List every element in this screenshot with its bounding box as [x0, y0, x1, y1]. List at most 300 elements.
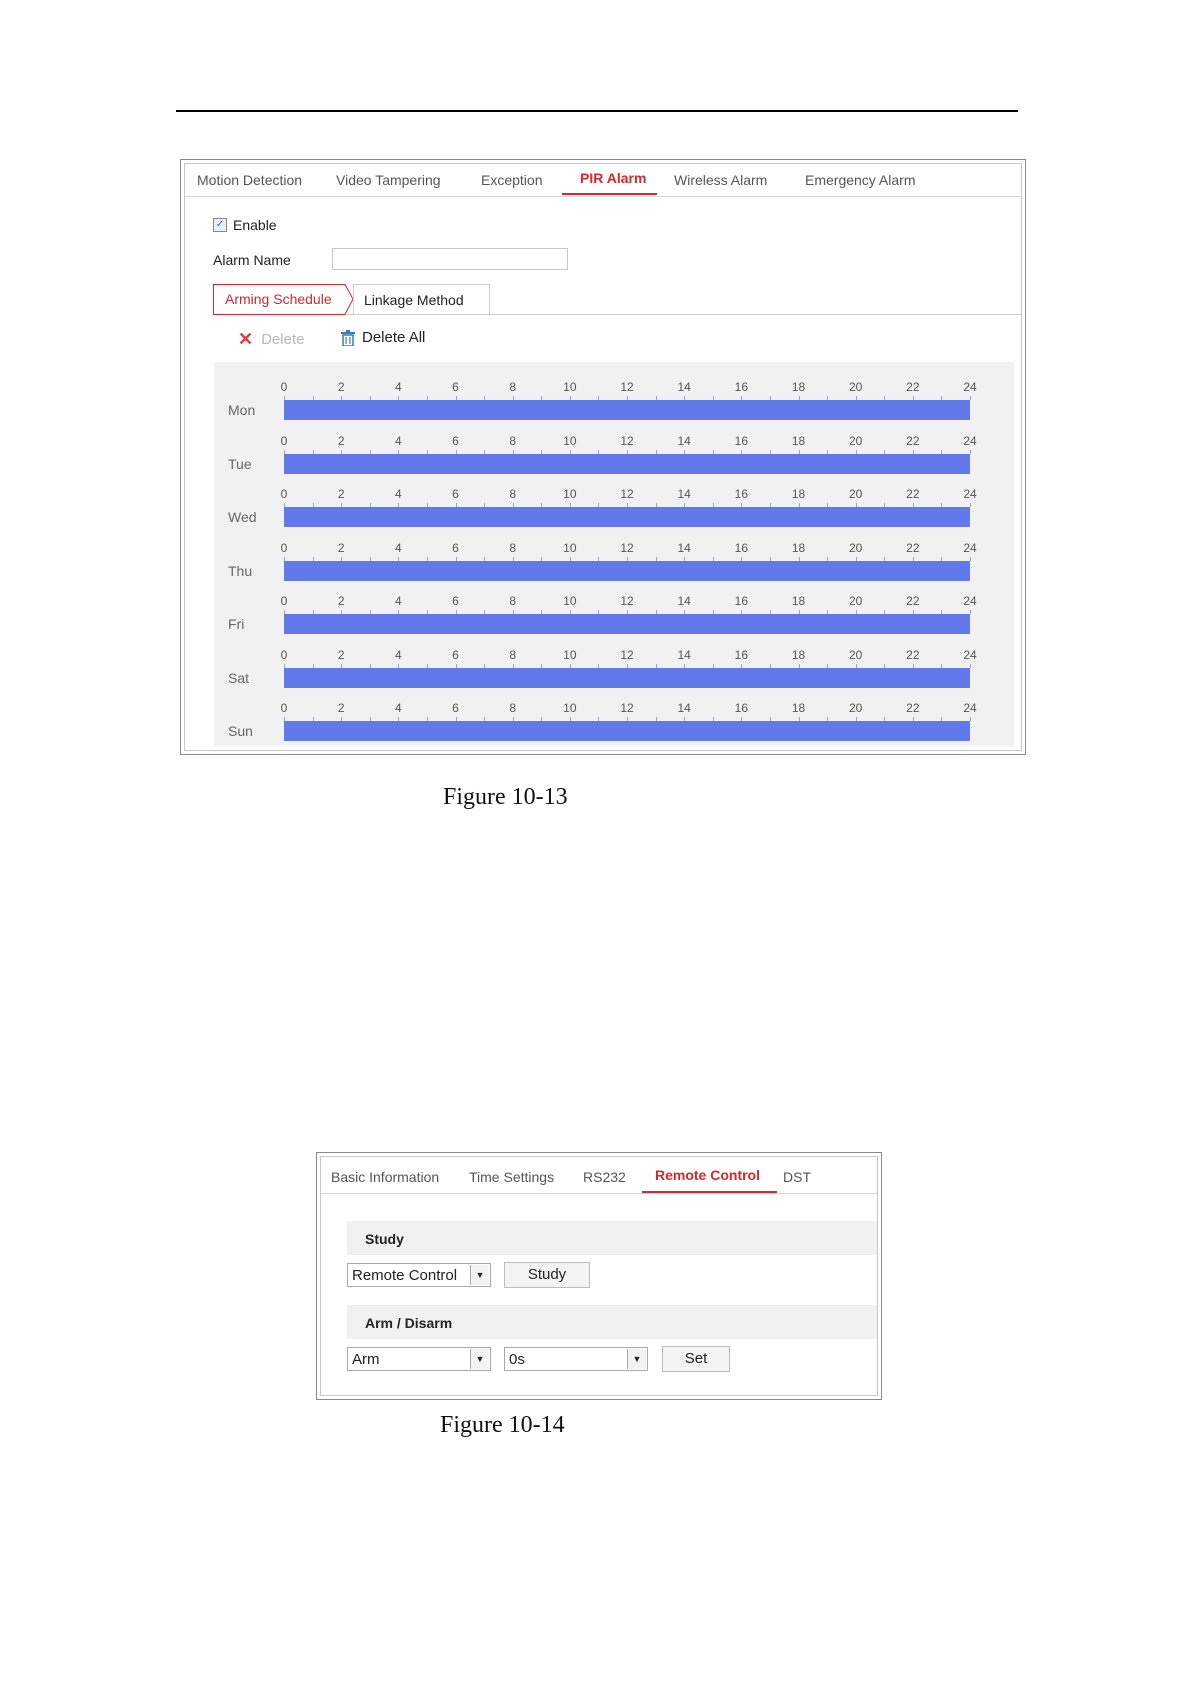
- hour-tick-mark: [856, 610, 857, 614]
- hour-tick-mark: [856, 503, 857, 507]
- hour-tick-mark: [398, 396, 399, 400]
- hour-tick-mark: [941, 503, 942, 507]
- active-tab-underline: [562, 193, 657, 195]
- hour-tick-mark: [799, 503, 800, 507]
- hour-tick-mark: [827, 503, 828, 507]
- hour-tick-label: 16: [734, 540, 749, 555]
- hour-tick-label: 22: [906, 380, 920, 394]
- study-button[interactable]: Study: [504, 1262, 590, 1288]
- hour-tick-mark: [827, 557, 828, 561]
- hour-tick-mark: [341, 610, 342, 614]
- remote-control-select[interactable]: [347, 1263, 491, 1287]
- hour-tick-mark: [656, 503, 657, 507]
- alarm-name-input[interactable]: [332, 248, 568, 270]
- hour-tick-mark: [827, 664, 828, 668]
- hour-tick-label: 6: [452, 540, 459, 555]
- hour-tick-label: 14: [677, 433, 691, 448]
- hour-tick-mark: [341, 503, 342, 507]
- hour-tick-label: 22: [906, 487, 920, 501]
- day-label: Mon: [228, 402, 256, 418]
- hour-tick-mark: [741, 450, 742, 454]
- hour-tick-label: 0: [280, 701, 288, 715]
- hour-tick-mark: [656, 664, 657, 668]
- hour-tick-label: 24: [963, 540, 977, 555]
- hour-tick-mark: [284, 557, 285, 561]
- hour-tick-mark: [770, 450, 771, 454]
- hour-tick-label: 2: [337, 540, 345, 555]
- arm-disarm-section-header: [347, 1305, 877, 1339]
- hour-tick-label: 2: [337, 487, 345, 501]
- hour-tick-mark: [598, 503, 599, 507]
- enable-row: [213, 217, 277, 233]
- hour-tick-mark: [541, 557, 542, 561]
- hour-tick-label: 12: [620, 380, 634, 394]
- hour-tick-mark: [284, 717, 285, 721]
- delete-all-label: Delete All: [362, 329, 426, 346]
- hour-tick-mark: [598, 717, 599, 721]
- hour-tick-label: 24: [963, 433, 977, 448]
- hour-tick-mark: [541, 503, 542, 507]
- hour-tick-mark: [398, 610, 399, 614]
- hour-tick-mark: [770, 557, 771, 561]
- hour-tick-mark: [570, 450, 571, 454]
- hour-tick-mark: [427, 664, 428, 668]
- hour-tick-label: 8: [509, 540, 516, 555]
- hour-tick-mark: [884, 557, 885, 561]
- hour-tick-mark: [341, 396, 342, 400]
- hour-tick-label: 10: [563, 487, 577, 501]
- hour-tick-mark: [884, 396, 885, 400]
- hour-tick-mark: [627, 396, 628, 400]
- arm-select[interactable]: [347, 1347, 491, 1371]
- hour-tick-mark: [398, 557, 399, 561]
- hour-tick-label: 0: [280, 647, 288, 662]
- hour-tick-mark: [913, 717, 914, 721]
- hour-tick-label: 0: [280, 594, 288, 608]
- delete-x-icon: ✕: [238, 329, 254, 349]
- hour-tick-label: 6: [452, 380, 459, 394]
- hour-tick-label: 4: [394, 701, 402, 715]
- hour-tick-mark: [941, 450, 942, 454]
- hour-tick-label: 24: [963, 701, 977, 715]
- tab-wireless-alarm[interactable]: Wireless Alarm: [674, 172, 768, 188]
- hour-tick-mark: [970, 717, 971, 721]
- hour-tick-label: 14: [677, 594, 691, 608]
- hour-tick-mark: [684, 450, 685, 454]
- hour-tick-mark: [856, 717, 857, 721]
- hour-tick-mark: [398, 717, 399, 721]
- hour-tick-mark: [856, 450, 857, 454]
- study-section-header: [347, 1221, 877, 1255]
- hour-tick-label: 24: [963, 647, 977, 662]
- hour-tick-label: 6: [452, 647, 459, 662]
- schedule-bar[interactable]: [284, 400, 970, 420]
- hour-tick-mark: [799, 396, 800, 400]
- hour-tick-mark: [856, 664, 857, 668]
- hour-tick-mark: [313, 557, 314, 561]
- hour-tick-mark: [770, 503, 771, 507]
- day-label: Sun: [228, 723, 253, 739]
- system-tabs: [321, 1157, 877, 1194]
- hour-tick-label: 12: [620, 487, 634, 501]
- hour-tick-mark: [370, 503, 371, 507]
- hour-tick-mark: [827, 717, 828, 721]
- trash-icon: [340, 330, 356, 346]
- hour-tick-mark: [598, 610, 599, 614]
- hour-tick-mark: [856, 396, 857, 400]
- hour-tick-label: 12: [620, 701, 634, 715]
- hour-tick-mark: [398, 503, 399, 507]
- tab-emergency-alarm[interactable]: Emergency Alarm: [805, 172, 916, 188]
- hour-tick-mark: [341, 664, 342, 668]
- hour-tick-label: 14: [677, 487, 691, 501]
- set-button[interactable]: Set: [662, 1346, 730, 1372]
- hour-tick-mark: [427, 557, 428, 561]
- hour-tick-mark: [884, 503, 885, 507]
- schedule-bar[interactable]: [284, 668, 970, 688]
- day-label: Thu: [228, 562, 253, 579]
- hour-tick-mark: [713, 610, 714, 614]
- hour-tick-mark: [598, 450, 599, 454]
- hour-tick-label: 2: [337, 647, 345, 662]
- hour-tick-label: 22: [906, 433, 920, 448]
- hour-tick-mark: [541, 450, 542, 454]
- hour-tick-mark: [970, 610, 971, 614]
- hour-tick-mark: [627, 717, 628, 721]
- hour-tick-mark: [684, 664, 685, 668]
- hour-tick-mark: [684, 717, 685, 721]
- hour-tick-mark: [799, 664, 800, 668]
- hour-tick-mark: [684, 396, 685, 400]
- hour-tick-mark: [370, 396, 371, 400]
- hour-tick-mark: [456, 664, 457, 668]
- hour-tick-mark: [713, 396, 714, 400]
- hour-tick-mark: [284, 610, 285, 614]
- hour-tick-mark: [799, 557, 800, 561]
- hour-tick-mark: [598, 557, 599, 561]
- figure-caption-10-14: Figure 10-14: [440, 1412, 565, 1438]
- hour-tick-mark: [427, 396, 428, 400]
- hour-tick-mark: [370, 557, 371, 561]
- hour-tick-mark: [456, 450, 457, 454]
- tab-basic-information[interactable]: Basic Information: [331, 1169, 440, 1185]
- schedule-bar[interactable]: [284, 561, 970, 581]
- tab-dst[interactable]: DST: [783, 1169, 811, 1185]
- hour-tick-mark: [541, 717, 542, 721]
- hour-tick-label: 20: [848, 487, 863, 501]
- hour-tick-mark: [456, 396, 457, 400]
- event-tabs: [185, 164, 1021, 197]
- hour-tick-label: 4: [394, 433, 402, 448]
- hour-tick-mark: [456, 610, 457, 614]
- hour-tick-mark: [541, 664, 542, 668]
- hour-tick-mark: [370, 450, 371, 454]
- hour-tick-mark: [941, 396, 942, 400]
- hour-tick-mark: [770, 610, 771, 614]
- hour-tick-mark: [370, 610, 371, 614]
- hour-tick-label: 8: [509, 380, 516, 394]
- hour-tick-mark: [684, 557, 685, 561]
- hour-tick-label: 16: [734, 647, 749, 662]
- hour-tick-mark: [456, 717, 457, 721]
- remote-control-screenshot: [316, 1152, 882, 1400]
- hour-tick-label: 18: [791, 487, 806, 501]
- hour-tick-mark: [341, 557, 342, 561]
- hour-tick-label: 18: [791, 433, 806, 448]
- hour-tick-label: 12: [620, 433, 634, 448]
- hour-tick-mark: [741, 717, 742, 721]
- hour-tick-mark: [713, 557, 714, 561]
- delete-button[interactable]: [238, 329, 304, 350]
- hour-tick-label: 20: [848, 380, 863, 394]
- remote-control-select-value: Remote Control: [352, 1267, 458, 1284]
- hour-tick-label: 22: [906, 540, 920, 555]
- hour-tick-label: 22: [906, 647, 920, 662]
- hour-tick-mark: [970, 396, 971, 400]
- hour-tick-label: 8: [509, 487, 516, 501]
- schedule-subtabs: [213, 284, 1021, 315]
- delay-select-value: 0s: [509, 1351, 525, 1368]
- hour-tick-mark: [656, 396, 657, 400]
- hour-tick-mark: [513, 396, 514, 400]
- hour-tick-mark: [341, 450, 342, 454]
- hour-tick-mark: [827, 450, 828, 454]
- hour-tick-mark: [941, 557, 942, 561]
- hour-tick-label: 18: [791, 540, 806, 555]
- hour-tick-mark: [741, 610, 742, 614]
- hour-tick-mark: [656, 557, 657, 561]
- hour-tick-mark: [741, 503, 742, 507]
- hour-tick-mark: [741, 664, 742, 668]
- hour-tick-mark: [541, 610, 542, 614]
- hour-tick-mark: [799, 717, 800, 721]
- schedule-bar[interactable]: [284, 614, 970, 634]
- schedule-bar[interactable]: [284, 454, 970, 474]
- active-tab-underline-2: [642, 1191, 777, 1193]
- tab-video-tampering[interactable]: Video Tampering: [336, 172, 441, 188]
- hour-tick-mark: [799, 450, 800, 454]
- hour-tick-mark: [370, 717, 371, 721]
- hour-tick-label: 2: [337, 594, 345, 608]
- hour-tick-mark: [513, 503, 514, 507]
- hour-tick-mark: [827, 396, 828, 400]
- hour-tick-label: 8: [509, 647, 516, 662]
- hour-tick-mark: [741, 396, 742, 400]
- hour-tick-label: 8: [509, 433, 516, 448]
- hour-tick-label: 0: [280, 380, 288, 394]
- hour-tick-mark: [313, 450, 314, 454]
- hour-tick-label: 8: [509, 594, 516, 608]
- day-label: Tue: [228, 455, 252, 472]
- hour-tick-label: 10: [563, 380, 577, 394]
- tab-rs232[interactable]: RS232: [583, 1169, 626, 1185]
- hour-tick-mark: [484, 450, 485, 454]
- hour-tick-mark: [313, 664, 314, 668]
- subtab-arming-label: Arming Schedule: [225, 291, 332, 307]
- hour-tick-mark: [770, 396, 771, 400]
- chevron-down-icon: ▼: [627, 1349, 646, 1369]
- schedule-bar[interactable]: [284, 507, 970, 527]
- hour-tick-label: 14: [677, 701, 691, 715]
- hour-tick-mark: [913, 503, 914, 507]
- hour-tick-label: 18: [791, 594, 806, 608]
- remote-control-panel: [320, 1156, 878, 1396]
- hour-tick-mark: [913, 610, 914, 614]
- hour-tick-label: 4: [394, 594, 402, 608]
- hour-tick-label: 6: [452, 701, 459, 715]
- hour-tick-mark: [970, 450, 971, 454]
- hour-tick-label: 8: [509, 701, 516, 715]
- hour-tick-mark: [370, 664, 371, 668]
- hour-tick-label: 18: [791, 647, 806, 662]
- alarm-name-label: Alarm Name: [213, 252, 291, 268]
- hour-tick-label: 14: [677, 647, 691, 662]
- weekly-schedule-grid[interactable]: [214, 362, 1014, 746]
- tab-remote-control[interactable]: Remote Control: [655, 1167, 760, 1183]
- hour-tick-mark: [484, 717, 485, 721]
- hour-tick-label: 18: [791, 380, 806, 394]
- hour-tick-mark: [284, 396, 285, 400]
- hour-tick-mark: [570, 503, 571, 507]
- hour-tick-label: 2: [337, 380, 345, 394]
- hour-tick-label: 4: [394, 487, 402, 501]
- tab-time-settings[interactable]: Time Settings: [469, 1169, 555, 1185]
- hour-tick-mark: [456, 503, 457, 507]
- hour-tick-label: 12: [620, 594, 634, 608]
- hour-tick-label: 16: [734, 594, 749, 608]
- chevron-down-icon: ▼: [470, 1349, 489, 1369]
- study-section-title: Study: [365, 1231, 404, 1247]
- subtab-linkage-method[interactable]: [353, 284, 490, 314]
- hour-tick-mark: [398, 664, 399, 668]
- hour-tick-mark: [570, 664, 571, 668]
- hour-tick-mark: [427, 717, 428, 721]
- hour-tick-mark: [398, 450, 399, 454]
- hour-tick-label: 12: [620, 647, 634, 662]
- hour-tick-mark: [513, 664, 514, 668]
- hour-tick-mark: [313, 610, 314, 614]
- hour-tick-mark: [541, 396, 542, 400]
- hour-tick-mark: [684, 503, 685, 507]
- hour-tick-mark: [427, 610, 428, 614]
- hour-tick-mark: [941, 610, 942, 614]
- hour-tick-label: 20: [848, 433, 863, 448]
- hour-tick-label: 16: [734, 487, 749, 501]
- hour-tick-mark: [484, 664, 485, 668]
- hour-tick-mark: [684, 610, 685, 614]
- hour-tick-mark: [770, 717, 771, 721]
- hour-tick-mark: [284, 503, 285, 507]
- hour-tick-mark: [598, 664, 599, 668]
- figure-caption-10-13: Figure 10-13: [443, 784, 568, 810]
- chevron-down-icon: ▼: [470, 1265, 489, 1285]
- hour-tick-label: 10: [563, 594, 577, 608]
- hour-tick-mark: [570, 610, 571, 614]
- hour-tick-label: 20: [848, 647, 863, 662]
- schedule-bar[interactable]: [284, 721, 970, 741]
- hour-tick-mark: [598, 396, 599, 400]
- hour-tick-mark: [770, 664, 771, 668]
- tab-exception[interactable]: Exception: [481, 172, 543, 188]
- hour-tick-mark: [513, 717, 514, 721]
- hour-tick-mark: [513, 557, 514, 561]
- hour-tick-label: 24: [963, 380, 977, 394]
- pir-alarm-panel: [184, 163, 1022, 751]
- hour-tick-mark: [627, 664, 628, 668]
- hour-tick-label: 6: [452, 487, 459, 501]
- hour-tick-label: 10: [563, 647, 577, 662]
- hour-tick-mark: [713, 717, 714, 721]
- hour-tick-mark: [913, 396, 914, 400]
- hour-tick-label: 18: [791, 701, 806, 715]
- hour-tick-mark: [484, 503, 485, 507]
- tab-pir-alarm[interactable]: PIR Alarm: [580, 170, 647, 186]
- hour-tick-mark: [627, 503, 628, 507]
- tab-motion-detection[interactable]: Motion Detection: [197, 172, 303, 188]
- hour-tick-label: 16: [734, 701, 749, 715]
- pir-alarm-screenshot: [180, 159, 1026, 755]
- subtab-arming-schedule[interactable]: [213, 284, 353, 314]
- hour-tick-label: 6: [452, 433, 459, 448]
- hour-tick-mark: [941, 664, 942, 668]
- hour-tick-mark: [713, 503, 714, 507]
- subtab-linkage-label: Linkage Method: [364, 292, 464, 308]
- hour-tick-mark: [427, 503, 428, 507]
- hour-tick-mark: [284, 664, 285, 668]
- hour-tick-mark: [484, 396, 485, 400]
- hour-tick-label: 0: [280, 433, 288, 448]
- hour-tick-mark: [884, 664, 885, 668]
- hour-tick-mark: [313, 396, 314, 400]
- hour-tick-mark: [970, 557, 971, 561]
- hour-tick-mark: [656, 717, 657, 721]
- hour-tick-mark: [970, 503, 971, 507]
- arm-disarm-section-title: Arm / Disarm: [365, 1315, 453, 1331]
- hour-tick-label: 4: [394, 380, 402, 394]
- hour-tick-mark: [856, 557, 857, 561]
- hour-tick-mark: [456, 557, 457, 561]
- hour-tick-label: 16: [734, 380, 749, 394]
- hour-tick-label: 12: [620, 540, 634, 555]
- hour-tick-mark: [627, 557, 628, 561]
- hour-tick-label: 24: [963, 594, 977, 608]
- hour-tick-mark: [513, 450, 514, 454]
- enable-checkbox[interactable]: ✓: [213, 218, 227, 232]
- hour-tick-mark: [341, 717, 342, 721]
- day-label: Sat: [228, 669, 250, 686]
- delete-all-button[interactable]: [340, 329, 425, 346]
- page-header-rule: [176, 110, 1018, 112]
- hour-tick-label: 24: [963, 487, 977, 501]
- hour-tick-mark: [284, 450, 285, 454]
- hour-tick-mark: [627, 610, 628, 614]
- hour-tick-mark: [313, 717, 314, 721]
- delete-label: Delete: [261, 331, 305, 348]
- hour-tick-label: 6: [452, 594, 459, 608]
- hour-tick-mark: [884, 450, 885, 454]
- hour-tick-mark: [799, 610, 800, 614]
- hour-tick-mark: [741, 557, 742, 561]
- hour-tick-label: 10: [563, 433, 577, 448]
- hour-tick-label: 10: [563, 701, 577, 715]
- hour-tick-label: 2: [337, 701, 345, 715]
- enable-label: Enable: [233, 217, 277, 233]
- arm-select-value: Arm: [352, 1351, 380, 1368]
- hour-tick-mark: [656, 610, 657, 614]
- delay-select[interactable]: [504, 1347, 648, 1371]
- hour-tick-label: 20: [848, 540, 863, 555]
- hour-tick-label: 4: [394, 647, 402, 662]
